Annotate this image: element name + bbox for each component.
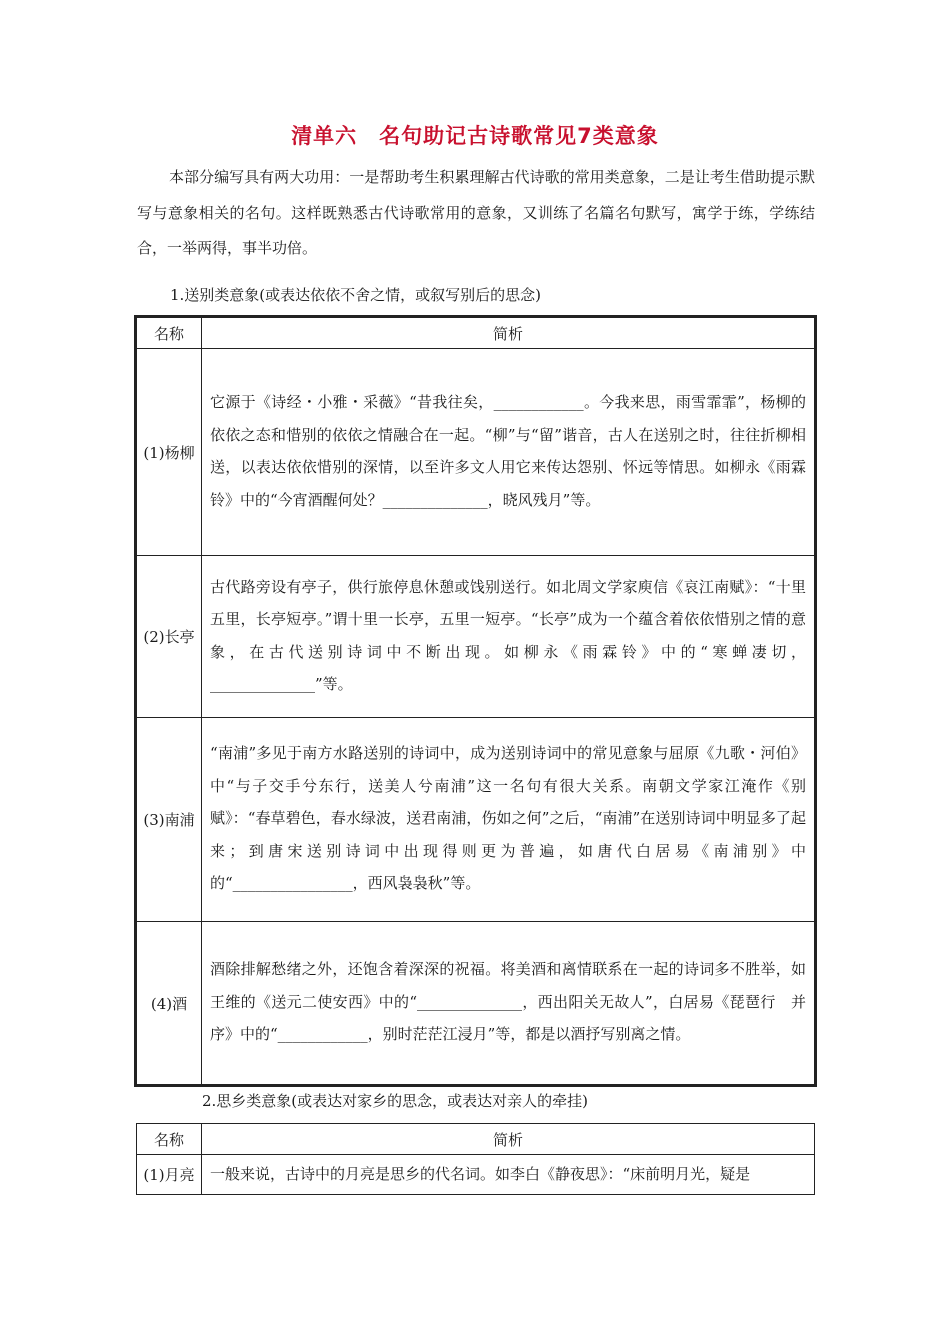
header-name: 名称 [137, 1124, 202, 1155]
row-desc: 一般来说，古诗中的月亮是思乡的代名词。如李白《静夜思》：“床前明月光，疑是 [202, 1155, 815, 1195]
page-title: 清单六 名句助记古诗歌常见7类意象 [291, 124, 659, 148]
table-row [137, 1155, 815, 1195]
table-row [137, 922, 815, 1085]
section-1-heading: 1.送别类意象(或表达依依不舍之情，或叙写别后的思念) [170, 286, 542, 304]
row-name: (3)南浦 [137, 718, 202, 922]
table-header-row [137, 318, 815, 349]
row-desc: 酒除排解愁绪之外，还饱含着深深的祝福。将美酒和离情联系在一起的诗词多不胜举，如王维的《送元二使安西》中的“______________，西出阳关无故人”，白居易《琵琶行 并序》中的“____________，别时茫茫江浸月”等，都是以酒抒写别离之情。 [202, 922, 815, 1085]
header-desc: 简析 [202, 318, 815, 349]
row-desc: “南浦”多见于南方水路送别的诗词中，成为送别诗词中的常见意象与屈原《九歌・河伯》中“与子交手兮东行，送美人兮南浦”这一名句有很大关系。南朝文学家江淹作《别赋》：“春草碧色，春水绿波，送君南浦，伤如之何”之后，“南浦”在送别诗词中明显多了起来；到唐宋送别诗词中出现得则更为普遍，如唐代白居易《南浦别》中的“________________，西风袅袅秋”等。 [202, 718, 815, 922]
row-desc: 古代路旁设有亭子，供行旅停息休憩或饯别送行。如北周文学家庾信《哀江南赋》：“十里五里，长亭短亭。”谓十里一长亭，五里一短亭。“长亭”成为一个蕴含着依依惜别之情的意象，在古代送别诗词中不断出现。如柳永《雨霖铃》中的“寒蝉凄切，______________”等。 [202, 556, 815, 718]
section-1-table [136, 317, 815, 1085]
row-name: (1)杨柳 [137, 349, 202, 556]
row-name: (2)长亭 [137, 556, 202, 718]
table-row [137, 718, 815, 922]
section-2-table [136, 1123, 815, 1195]
header-desc: 简析 [202, 1124, 815, 1155]
table-header-row [137, 1124, 815, 1155]
section-2-heading: 2.思乡类意象(或表达对家乡的思念，或表达对亲人的牵挂) [202, 1092, 589, 1110]
header-name: 名称 [137, 318, 202, 349]
intro-paragraph: 本部分编写具有两大功用：一是帮助考生积累理解古代诗歌的常用类意象，二是让考生借助提示默写与意象相关的名句。这样既熟悉古代诗歌常用的意象，又训练了名篇名句默写，寓学于练，学练结合，一举两得，事半功倍。 [137, 168, 815, 257]
table-row [137, 349, 815, 556]
row-desc: 它源于《诗经・小雅・采薇》“昔我往矣，____________。今我来思，雨雪霏霏”，杨柳的依依之态和惜别的依依之情融合在一起。“柳”与“留”谐音，古人在送别之时，往往折柳相送，以表达依依惜别的深情，以至许多文人用它来传达怨别、怀远等情思。如柳永《雨霖铃》中的“今宵酒醒何处？______________，晓风残月”等。 [202, 349, 815, 556]
row-name: (4)酒 [137, 922, 202, 1085]
table-row [137, 556, 815, 718]
row-name: (1)月亮 [137, 1155, 202, 1195]
